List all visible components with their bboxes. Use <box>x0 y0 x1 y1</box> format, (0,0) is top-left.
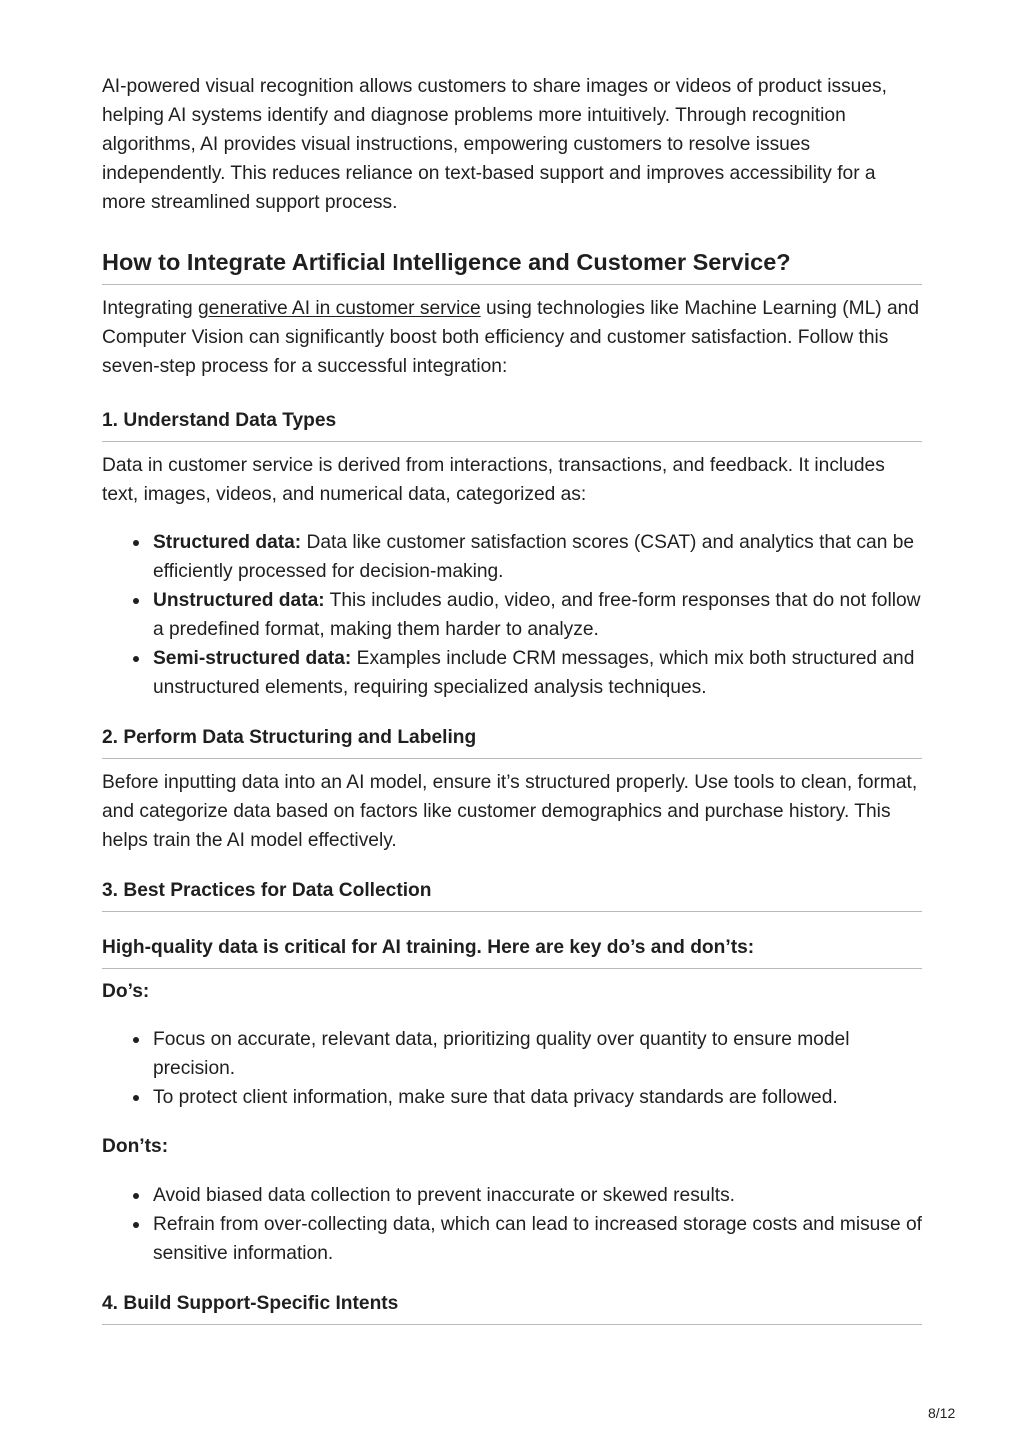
donts-list <box>102 1181 922 1268</box>
step4-heading: 4. Build Support-Specific Intents <box>102 1290 922 1325</box>
list-item <box>153 1025 922 1083</box>
bullet-icon <box>133 598 139 604</box>
intro-paragraph: AI-powered visual recognition allows customers to share images or videos of product issues, helping AI systems identify and diagnose problems more intuitively. Through recognition algorithms, AI provides visual instructions, empowering customers to resolve issues independently. This reduces reliance on text-based support and improves accessibility for a more streamlined support process. <box>102 76 887 213</box>
list-item-text: Data like customer satisfaction scores (CSAT) and analytics that can be efficiently processed for decision-making. <box>153 532 915 582</box>
section-intro-text-end: using technologies like Machine Learning (ML) and Computer Vision can significantly boost both efficiency and customer satisfaction. Follow this seven-step process for a successful integration: <box>102 298 920 377</box>
bullet-icon <box>133 1222 139 1228</box>
donts-label: Don’ts: <box>102 1136 169 1157</box>
list-item-unstructured <box>153 586 922 644</box>
list-item-term: Unstructured data: <box>153 590 325 611</box>
bullet-icon <box>133 1095 139 1101</box>
list-item-text: This includes audio, video, and free-form responses that do not follow a predefined format, making them harder to analyze. <box>153 590 921 640</box>
article-body <box>102 70 922 1325</box>
bullet-icon <box>133 1037 139 1043</box>
list-item <box>153 1181 922 1210</box>
section-intro-paragraph <box>102 294 922 381</box>
dos-label: Do’s: <box>102 981 150 1002</box>
generative-ai-link[interactable]: generative AI in customer service <box>198 298 481 319</box>
step2-heading: 2. Perform Data Structuring and Labeling <box>102 724 922 759</box>
step2-paragraph: Before inputting data into an AI model, ensure it’s structured properly. Use tools to clean, format, and categorize data based on factors like customer demographics and purchase history. This helps train the AI model effectively. <box>102 772 918 851</box>
step3-subheading: High-quality data is critical for AI training. Here are key do’s and don’ts: <box>102 934 922 969</box>
list-item <box>153 1210 922 1268</box>
step1-heading: 1. Understand Data Types <box>102 407 922 442</box>
step3-heading: 3. Best Practices for Data Collection <box>102 877 922 912</box>
list-item-text: To protect client information, make sure that data privacy standards are followed. <box>153 1087 838 1108</box>
section-intro-text-start: Integrating <box>102 298 199 319</box>
list-item-semi-structured <box>153 644 922 702</box>
list-item-text: Examples include CRM messages, which mix both structured and unstructured elements, requiring specialized analysis techniques. <box>153 648 915 698</box>
data-types-list <box>102 528 922 702</box>
list-item-text: Avoid biased data collection to prevent inaccurate or skewed results. <box>153 1185 735 1206</box>
list-item-term: Semi-structured data: <box>153 648 352 669</box>
bullet-icon <box>133 540 139 546</box>
list-item-text: Refrain from over-collecting data, which can lead to increased storage costs and misuse of sensitive information. <box>153 1214 922 1264</box>
list-item-structured <box>153 528 922 586</box>
bullet-icon <box>133 1193 139 1199</box>
bullet-icon <box>133 656 139 662</box>
step1-paragraph: Data in customer service is derived from interactions, transactions, and feedback. It includes text, images, videos, and numerical data, categorized as: <box>102 455 885 505</box>
section-heading: How to Integrate Artificial Intelligence and Customer Service? <box>102 246 922 285</box>
list-item-term: Structured data: <box>153 532 302 553</box>
list-item-text: Focus on accurate, relevant data, prioritizing quality over quantity to ensure model precision. <box>153 1029 850 1079</box>
dos-list <box>102 1025 922 1112</box>
list-item <box>153 1083 922 1112</box>
page-number: 8/12 <box>928 1405 956 1421</box>
